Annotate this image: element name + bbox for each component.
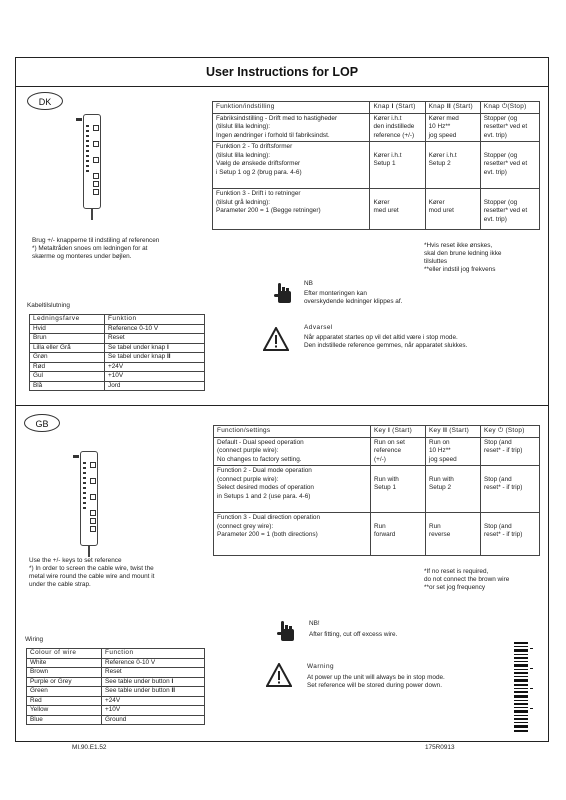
gb-footnote: *If no reset is required, do not connect the brown wire **or set jog frequency bbox=[424, 568, 510, 591]
power-icon: ⏻ bbox=[498, 427, 504, 434]
power-icon: ⏻ bbox=[501, 103, 508, 110]
table-row: Funktion 3 - Drift i to retninger (tilslut grå ledning): Parameter 200 = 1 (Begge retninger) Kører med uret Kører mod uret Stopper (og resetter* ved et evt. trip) bbox=[213, 189, 540, 230]
gb-nb-text: After fitting, cut off excess wire. bbox=[309, 631, 398, 638]
gb-nb-title: NB! bbox=[309, 620, 320, 627]
hand-icon bbox=[276, 620, 296, 644]
table-row: Brun Reset bbox=[30, 334, 205, 344]
table-row: Function 3 - Dual direction operation (connect grey wire): Parameter 200 = 1 (both directions) Run forward Run reverse Stop (and reset* - if trip) bbox=[214, 513, 540, 556]
section-divider bbox=[15, 405, 549, 406]
gb-warn-title: Warning bbox=[307, 663, 335, 670]
dk-nb-title: NB bbox=[304, 280, 313, 287]
dk-wiring-table: Ledningsfarve Funktion Hvid Reference 0-10 V Brun Reset Lilla eller Grå Se tabel under knap I Grøn Se tabel under knap II Rød +24V Gul +10V Blå Jord bbox=[29, 314, 205, 391]
footer-doc-code: MI.90.E1.52 bbox=[72, 744, 107, 751]
gb-note: Use the +/- keys to set reference *) In order to screen the cable wire, twist the metal wire round the cable wire and mount it under the cable strap. bbox=[29, 557, 155, 588]
table-row: Default - Dual speed operation (connect purple wire): No changes to factory setting. Run on set reference (+/-) Run on 10 Hz** jog speed Stop (and reset* - if trip) bbox=[214, 437, 540, 466]
table-row: Green See table under button II bbox=[27, 687, 205, 697]
table-row: Gul +10V bbox=[30, 372, 205, 382]
table-row: Fabriksindstilling - Drift med to hastigheder (tilslut lilla ledning): Ingen ændringer i forhold til fabriksindst. Kører i.h.t den indstillede reference (+/-) Kører med 10 Hz** jog speed Stopper (og resetter* ved et evt. trip) bbox=[213, 113, 540, 142]
lang-badge-gb: GB bbox=[24, 414, 60, 432]
table-row: Function 2 - Dual mode operation (connect purple wire): Select desired modes of operation in Setups 1 and 2 (use para. 4-6) Run with Setup 1 Run with Setup 2 Stop (and reset* - if trip) bbox=[214, 466, 540, 513]
barcode bbox=[514, 642, 534, 734]
gb-wiring-table: Colour of wire Function White Reference 0-10 V Brown Reset Purple or Grey See table under button I Green See table under button II Red +24V Yellow +10V Blue Ground bbox=[26, 648, 205, 725]
hand-icon bbox=[273, 282, 293, 306]
column-header: Funktion/indstilling bbox=[213, 102, 370, 114]
dk-function-table: Funktion/indstilling Knap I (Start) Knap II (Start) Knap ⏻(Stop) Fabriksindstilling - Drift med to hastigheder (tilslut lilla ledning): Ingen ændringer i forhold til fabriksindst. Kører i.h.t den indstillede reference (+/-) Kører med 10 Hz** jog speed Stopper (og resetter* ved et evt. trip) Funktion 2 - To driftsformer (tilslut lilla ledning): Vælg de ønskede driftsformer i Setup 1 og 2 (brug para. 4-6) Kører i.h.t Setup 1 Kører i.h.t Setup 2 Stopper (og resetter* ved et evt. trip) Funktion 3 - Drift i to retninger (tilslut grå ledning): Parameter 200 = 1 (Begge retninger) Kører med uret Kører mod uret Stopper (og resetter* ved et evt. trip) bbox=[212, 101, 540, 230]
table-row: Lilla eller Grå Se tabel under knap I bbox=[30, 343, 205, 353]
remote-control-illustration bbox=[80, 451, 98, 546]
gb-warn-text: At power up the unit will always be in stop mode. Set reference will be stored during power down. bbox=[307, 674, 445, 689]
table-row: Brown Reset bbox=[27, 668, 205, 678]
warning-icon bbox=[263, 327, 289, 351]
footer-part-number: 175R0913 bbox=[425, 744, 455, 751]
table-row: Yellow +10V bbox=[27, 706, 205, 716]
dk-warn-title: Advarsel bbox=[304, 324, 333, 331]
dk-nb-text: Efter monteringen kan overskydende ledninger klippes af. bbox=[304, 290, 403, 305]
remote-control-illustration bbox=[83, 114, 101, 209]
dk-footnote: *Hvis reset ikke ønskes, skal den brune ledning ikke tilsluttes **eller indstil jog frekvens bbox=[424, 242, 502, 273]
table-row: Blue Ground bbox=[27, 715, 205, 725]
dk-note: Brug +/- knapperne til indstiling af referencen *) Metaltråden snoes om ledningen for at skærme og monteres under bøjlen. bbox=[32, 237, 160, 260]
gb-function-table: Function/settings Key I (Start) Key II (Start) Key ⏻ (Stop) Default - Dual speed operation (connect purple wire): No changes to factory setting. Run on set reference (+/-) Run on 10 Hz** jog speed Stop (and reset* - if trip) Function 2 - Dual mode operation (connect purple wire): Select desired modes of operation in Setups 1 and 2 (use para. 4-6) Run with Setup 1 Run with Setup 2 Stop (and reset* - if trip) Function 3 - Dual direction operation (connect grey wire): Parameter 200 = 1 (both directions) Run forward Run reverse Stop (and reset* - if trip) bbox=[213, 425, 540, 556]
page-title: User Instructions for LOP bbox=[15, 57, 549, 87]
table-row: Rød +24V bbox=[30, 362, 205, 372]
warning-icon bbox=[266, 663, 292, 687]
table-row: Hvid Reference 0-10 V bbox=[30, 324, 205, 334]
table-row: Blå Jord bbox=[30, 381, 205, 391]
table-row: White Reference 0-10 V bbox=[27, 658, 205, 668]
table-row: Grøn Se tabel under knap II bbox=[30, 353, 205, 363]
column-header: Function/settings bbox=[214, 426, 371, 438]
dk-wiring-title: Kabeltilslutning bbox=[27, 302, 70, 309]
lang-badge-dk: DK bbox=[27, 92, 63, 110]
dk-warn-text: Når apparatet startes op vil det altid være i stop mode. Den indstillede reference gemmes, når apparatet slukkes. bbox=[304, 334, 468, 349]
table-row: Funktion 2 - To driftsformer (tilslut lilla ledning): Vælg de ønskede driftsformer i Setup 1 og 2 (brug para. 4-6) Kører i.h.t Setup 1 Kører i.h.t Setup 2 Stopper (og resetter* ved et evt. trip) bbox=[213, 142, 540, 189]
table-row: Purple or Grey See table under button I bbox=[27, 677, 205, 687]
gb-wiring-title: Wiring bbox=[25, 636, 44, 643]
table-row: Red +24V bbox=[27, 696, 205, 706]
